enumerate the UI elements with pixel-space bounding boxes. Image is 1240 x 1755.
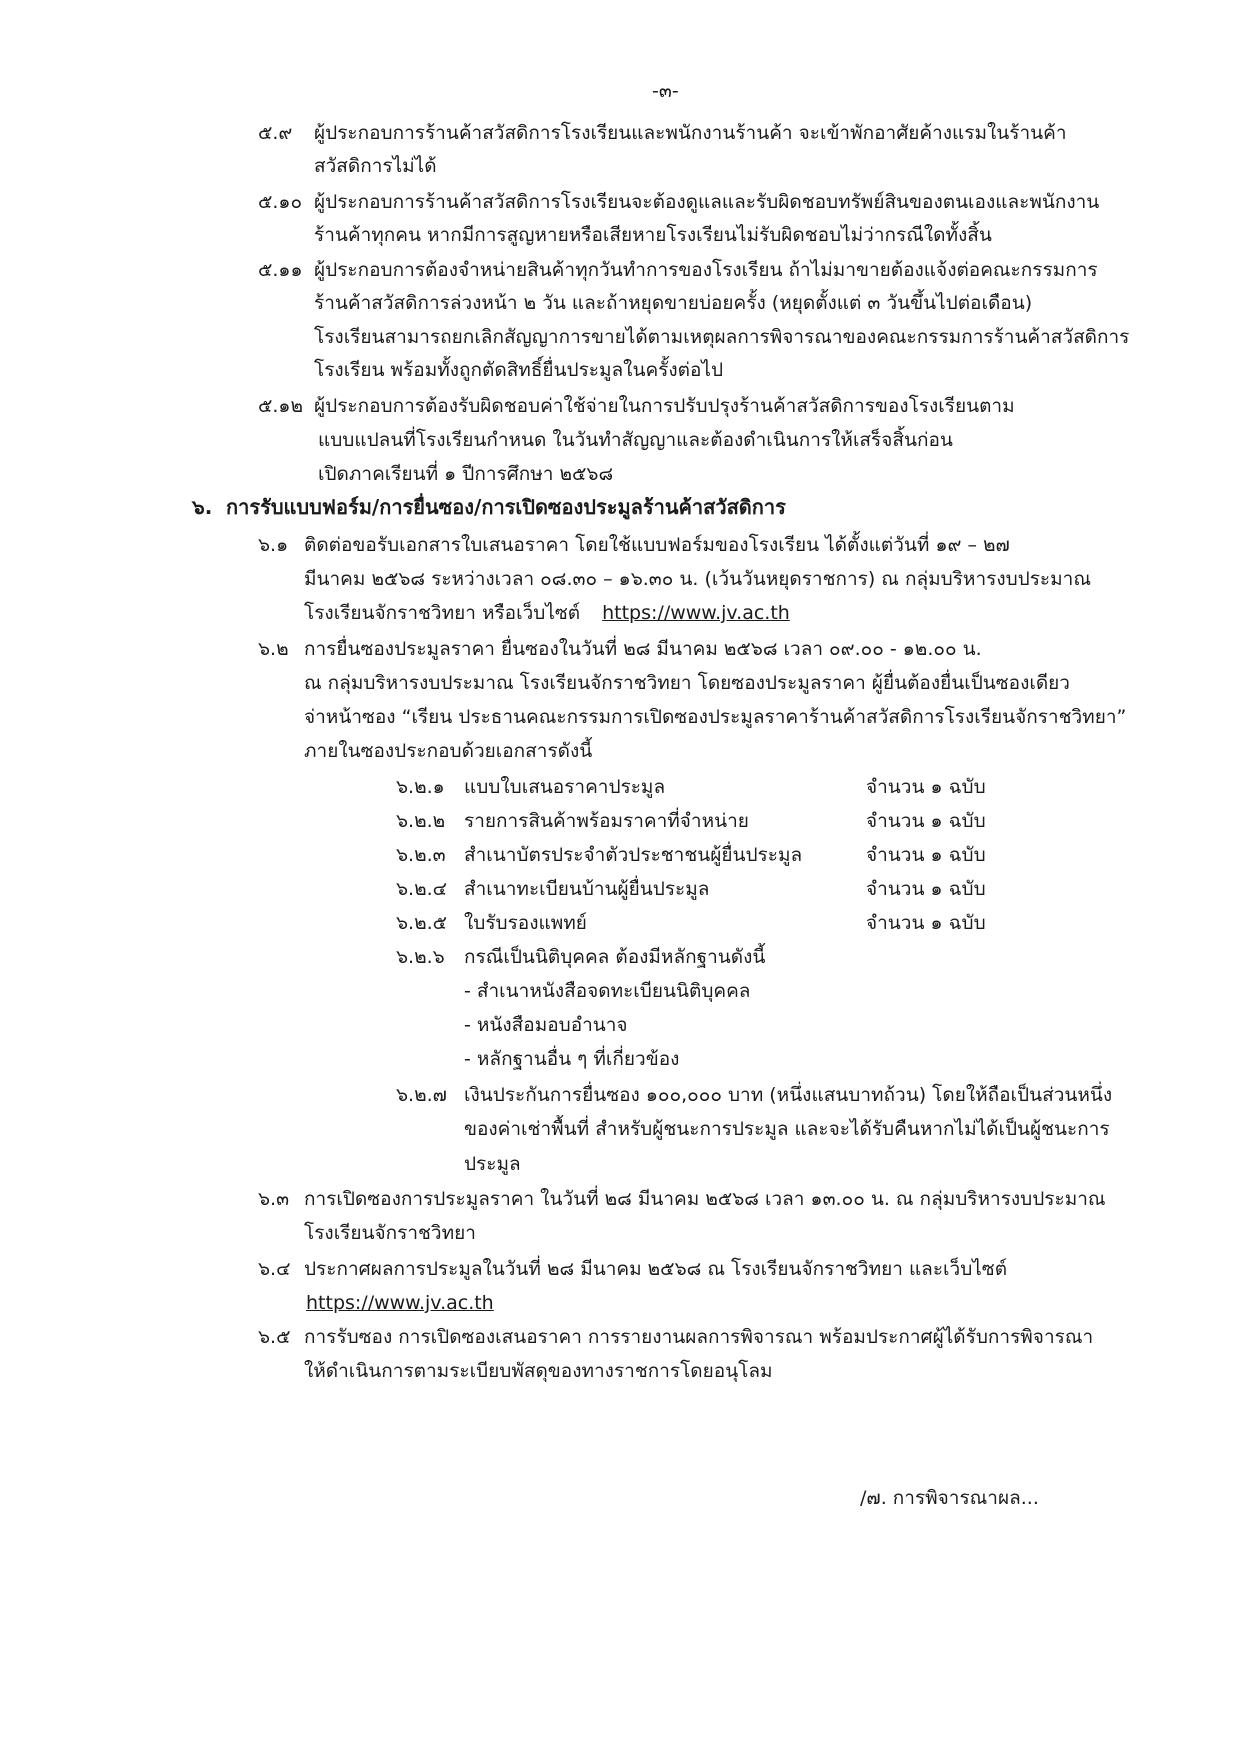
website-link[interactable]: https://www.jv.ac.th (602, 602, 790, 624)
doc-item-6-2-7-line-2: ของค่าเช่าพื้นที่ สำหรับผู้ชนะการประมูล และจะได้รับคืนหากไม่ได้เป็นผู้ชนะการ (464, 1118, 1110, 1140)
item-6-1-line-3 (304, 598, 790, 628)
item-5-12-text: ผู้ประกอบการต้องรับผิดชอบค่าใช้จ่ายในการปรับปรุงร้านค้าสวัสดิการของโรงเรียนตาม (314, 395, 1015, 417)
item-5-11-text: ผู้ประกอบการต้องจำหน่ายสินค้าทุกวันทำการของโรงเรียน ถ้าไม่มาขายต้องแจ้งต่อคณะกรรมการ (314, 259, 1098, 281)
item-6-4-number: ๖.๔ (258, 1258, 291, 1280)
doc-item-number: ๖.๒.๕ (396, 912, 448, 934)
item-5-12-line-2: แบบแปลนที่โรงเรียนกำหนด ในวันทำสัญญาและต้องดำเนินการให้เสร็จสิ้นก่อน (318, 429, 953, 451)
doc-item-number: ๖.๒.๔ (396, 878, 448, 900)
item-6-2-line-3: จ่าหน้าซอง “เรียน ประธานคณะกรรมการเปิดซองประมูลราคาร้านค้าสวัสดิการโรงเรียนจักราชวิทยา” (304, 706, 1127, 728)
doc-item-quantity: จำนวน ๑ ฉบับ (866, 810, 986, 832)
item-6-5-number: ๖.๕ (258, 1326, 291, 1348)
doc-item-text: สำเนาบัตรประจำตัวประชาชนผู้ยื่นประมูล (464, 844, 803, 866)
doc-item-number: ๖.๒.๖ (396, 946, 445, 968)
item-5-9-number: ๕.๙ (258, 122, 293, 144)
doc-item-6-2-6 (396, 942, 765, 972)
doc-item (396, 908, 587, 938)
website-link-results[interactable]: https://www.jv.ac.th (306, 1292, 494, 1314)
item-6-5-line-2: ให้ดำเนินการตามระเบียบพัสดุของทางราชการโดยอนุโลม (304, 1360, 773, 1382)
item-5-10-text: ผู้ประกอบการร้านค้าสวัสดิการโรงเรียนจะต้องดูแลและรับผิดชอบทรัพย์สินของตนเองและพนักงาน (314, 191, 1100, 213)
item-5-12-number: ๕.๑๒ (258, 395, 304, 417)
juristic-doc-bullet: - สำเนาหนังสือจดทะเบียนนิติบุคคล (464, 980, 751, 1002)
item-5-10-line-2: ร้านค้าทุกคน หากมีการสูญหายหรือเสียหายโรงเรียนไม่รับผิดชอบไม่ว่ากรณีใดทั้งสิ้น (314, 224, 992, 246)
doc-item-number: ๖.๒.๒ (396, 810, 446, 832)
item-6-5-text: การรับซอง การเปิดซองเสนอราคา การรายงานผลการพิจารณา พร้อมประกาศผู้ได้รับการพิจารณา (304, 1326, 1094, 1348)
doc-item-quantity: จำนวน ๑ ฉบับ (866, 878, 986, 900)
item-6-2-line-1 (258, 634, 982, 664)
doc-item (396, 772, 665, 802)
item-5-11-line-3: โรงเรียนสามารถยกเลิกสัญญาการขายได้ตามเหตุผลการพิจารณาของคณะกรรมการร้านค้าสวัสดิการ (314, 326, 1130, 348)
doc-item-6-2-7-line-1 (396, 1080, 1112, 1110)
item-6-1-line-3-text: โรงเรียนจักราชวิทยา หรือเว็บไซต์ (304, 602, 581, 624)
doc-item-quantity: จำนวน ๑ ฉบับ (866, 844, 986, 866)
doc-item-text: สำเนาทะเบียนบ้านผู้ยื่นประมูล (464, 878, 710, 900)
item-6-2-text: การยื่นซองประมูลราคา ยื่นซองในวันที่ ๒๘ มีนาคม ๒๕๖๘ เวลา ๐๙.๐๐ - ๑๒.๐๐ น. (304, 638, 982, 660)
item-6-1-line-2: มีนาคม ๒๕๖๘ ระหว่างเวลา ๐๘.๓๐ – ๑๖.๓๐ น. (เว้นวันหยุดราชการ) ณ กลุ่มบริหารงบประมาณ (304, 568, 1091, 590)
item-6-2-number: ๖.๒ (258, 638, 289, 660)
doc-item-text: ใบรับรองแพทย์ (464, 912, 587, 934)
item-6-3-number: ๖.๓ (258, 1188, 290, 1210)
juristic-doc-bullet: - หลักฐานอื่น ๆ ที่เกี่ยวข้อง (464, 1048, 680, 1070)
page-number: -๓- (652, 80, 679, 102)
item-6-3-text: การเปิดซองการประมูลราคา ในวันที่ ๒๘ มีนาคม ๒๕๖๘ เวลา ๑๓.๐๐ น. ณ กลุ่มบริหารงบประมาณ (304, 1188, 1106, 1210)
doc-item-text: เงินประกันการยื่นซอง ๑๐๐,๐๐๐ บาท (หนึ่งแสนบาทถ้วน) โดยให้ถือเป็นส่วนหนึ่ง (464, 1084, 1113, 1106)
item-6-3-line-1 (258, 1184, 1106, 1214)
doc-item-text: กรณีเป็นนิติบุคคล ต้องมีหลักฐานดังนี้ (464, 946, 766, 968)
item-5-9-text: ผู้ประกอบการร้านค้าสวัสดิการโรงเรียนและพนักงานร้านค้า จะเข้าพักอาศัยค้างแรมในร้านค้า (314, 122, 1067, 144)
item-6-4-text: ประกาศผลการประมูลในวันที่ ๒๘ มีนาคม ๒๕๖๘ ณ โรงเรียนจักราชวิทยา และเว็บไซต์ (304, 1258, 1008, 1280)
item-6-2-line-4: ภายในซองประกอบด้วยเอกสารดังนี้ (304, 740, 593, 762)
item-6-1-text: ติดต่อขอรับเอกสารใบเสนอราคา โดยใช้แบบฟอร์มของโรงเรียน ได้ตั้งแต่วันที่ ๑๙ – ๒๗ (304, 534, 1010, 556)
item-6-2-line-2: ณ กลุ่มบริหารงบประมาณ โรงเรียนจักราชวิทยา โดยซองประมูลราคา ผู้ยื่นต้องยื่นเป็นซองเดียว (304, 672, 1070, 694)
doc-item-number: ๖.๒.๑ (396, 776, 445, 798)
item-5-9-line-2: สวัสดิการไม่ได้ (314, 155, 437, 177)
doc-item (396, 840, 802, 870)
item-6-3-line-2: โรงเรียนจักราชวิทยา (304, 1222, 476, 1244)
doc-item (396, 874, 709, 904)
doc-item-number: ๖.๒.๓ (396, 844, 446, 866)
section-6-number: ๖. (192, 495, 213, 519)
doc-item-text: แบบใบเสนอราคาประมูล (464, 776, 666, 798)
item-5-11-number: ๕.๑๑ (258, 259, 303, 281)
item-5-11-line-4: โรงเรียน พร้อมทั้งถูกตัดสิทธิ์ยื่นประมูลในครั้งต่อไป (314, 359, 724, 381)
item-6-4-line-1 (258, 1254, 1007, 1284)
item-5-12-line-3: เปิดภาคเรียนที่ ๑ ปีการศึกษา ๒๕๖๘ (318, 463, 614, 485)
page-continuation: /๗. การพิจารณาผล... (860, 1487, 1039, 1509)
item-6-5-line-1 (258, 1322, 1093, 1352)
item-5-9-line-1 (258, 118, 1067, 148)
doc-item-quantity: จำนวน ๑ ฉบับ (866, 912, 986, 934)
doc-item (396, 806, 749, 836)
item-5-10-number: ๕.๑๐ (258, 191, 303, 213)
item-5-11-line-1 (258, 255, 1098, 285)
doc-item-number: ๖.๒.๗ (396, 1084, 447, 1106)
doc-item-text: รายการสินค้าพร้อมราคาที่จำหน่าย (464, 810, 749, 832)
section-6-title: การรับแบบฟอร์ม/การยื่นซอง/การเปิดซองประมูลร้านค้าสวัสดิการ (226, 495, 786, 519)
item-5-10-line-1 (258, 187, 1099, 217)
section-6-heading (192, 492, 786, 522)
item-5-11-line-2: ร้านค้าสวัสดิการล่วงหน้า ๒ วัน และถ้าหยุดขายบ่อยครั้ง (หยุดตั้งแต่ ๓ วันขึ้นไปต่อเดือน) (314, 292, 1033, 314)
doc-item-6-2-7-line-3: ประมูล (464, 1153, 521, 1175)
juristic-doc-bullet: - หนังสือมอบอำนาจ (464, 1014, 628, 1036)
item-6-1-line-1 (258, 530, 1010, 560)
item-6-1-number: ๖.๑ (258, 534, 289, 556)
doc-item-quantity: จำนวน ๑ ฉบับ (866, 776, 986, 798)
item-5-12-line-1 (258, 391, 1015, 421)
